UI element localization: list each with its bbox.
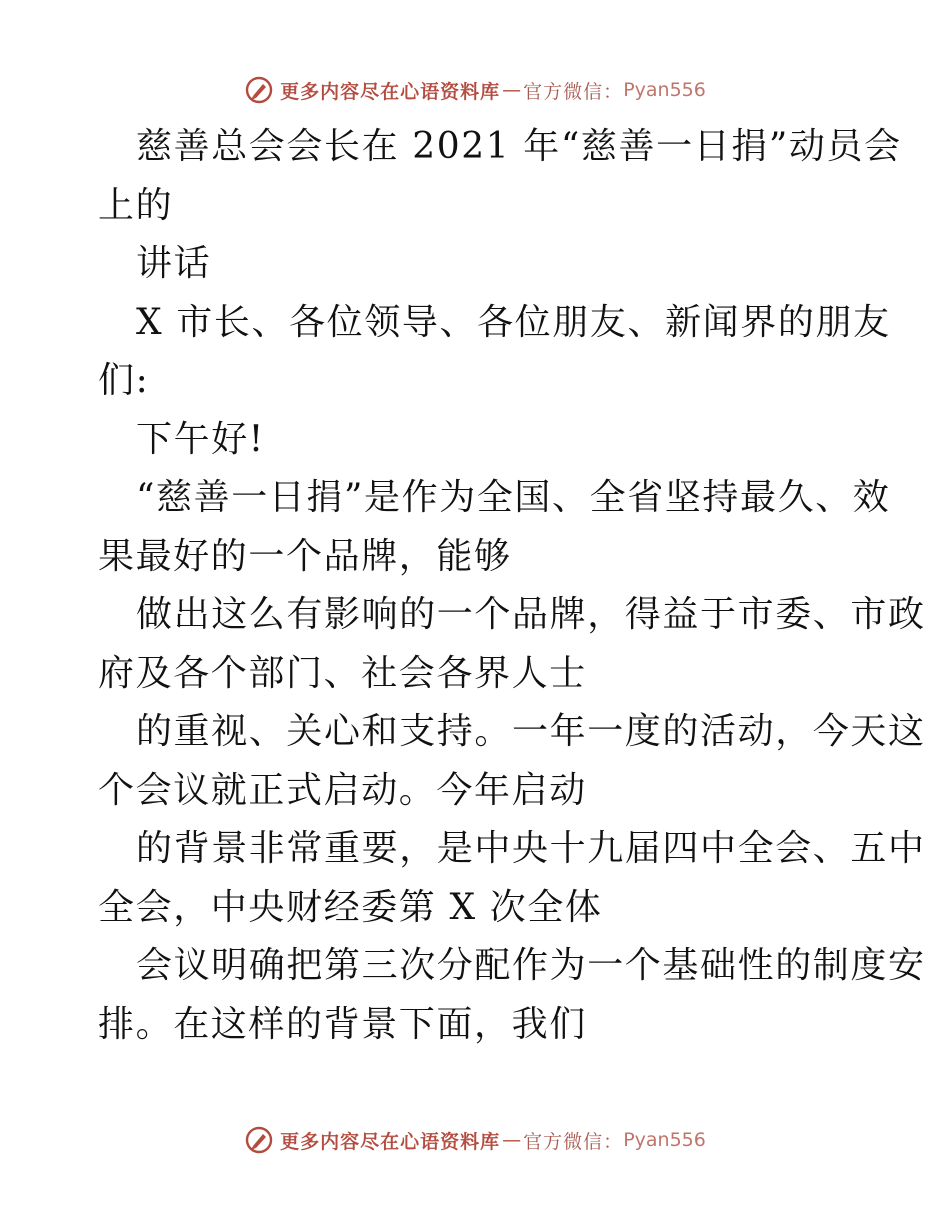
pen-logo-icon: [244, 1125, 274, 1155]
text-line: 全会，中央财经委第 X 次全体: [98, 886, 603, 928]
watermark-wechat-id: Pyan556: [623, 79, 706, 101]
header-watermark: [0, 70, 950, 110]
watermark-dash: —: [502, 79, 522, 101]
text-line: 的重视、关心和支持。一年一度的活动，今天这: [136, 711, 926, 752]
watermark-main-text: 更多内容尽在心语资料库: [280, 80, 501, 103]
document-body: [98, 118, 926, 1054]
text-line: 个会议就正式启动。今年启动: [98, 769, 587, 811]
text-line: 做出这么有影响的一个品牌，得益于市委、市政: [136, 594, 926, 635]
text-line: 府及各个部门、社会各界人士: [98, 652, 587, 694]
watermark-main-text: 更多内容尽在心语资料库: [280, 1130, 501, 1153]
watermark-wechat-label: 官方微信：: [523, 80, 624, 103]
text-line: 果最好的一个品牌，能够: [98, 535, 512, 577]
text-line: 讲话: [136, 243, 212, 284]
text-line: X 市长、各位领导、各位朋友、新闻界的朋友: [136, 301, 891, 343]
watermark-dash: —: [502, 1129, 522, 1151]
text-line: 上的: [98, 184, 174, 226]
text-line: 慈善总会会长在 2021 年“慈善一日捐”动员会: [136, 126, 902, 167]
pen-logo-icon: [244, 75, 274, 105]
text-line: 的背景非常重要，是中央十九届四中全会、五中: [136, 828, 926, 869]
text-line: “慈善一日捐”是作为全国、全省坚持最久、效: [136, 477, 891, 518]
text-line: 们:: [98, 360, 150, 401]
text-line: 会议明确把第三次分配作为一个基础性的制度安: [136, 945, 926, 986]
text-line: 下午好!: [136, 418, 265, 460]
text-line: 排。在这样的背景下面，我们: [98, 1003, 587, 1045]
watermark-wechat-label: 官方微信：: [523, 1130, 624, 1153]
watermark-wechat-id: Pyan556: [623, 1129, 706, 1151]
footer-watermark: [0, 1120, 950, 1160]
